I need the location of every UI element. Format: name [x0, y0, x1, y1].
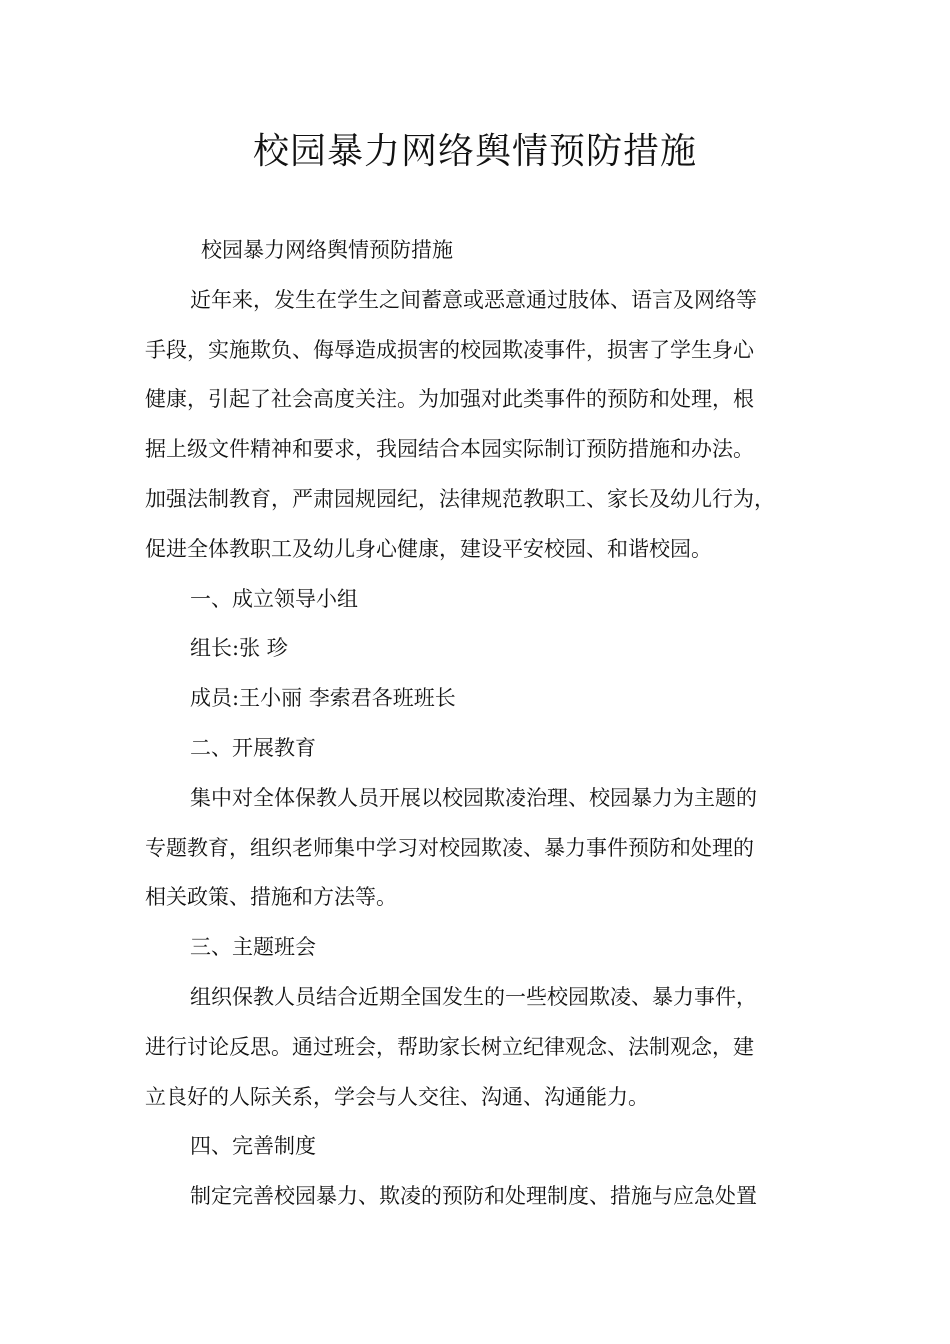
document-line: 专题教育，组织老师集中学习对校园欺凌、暴力事件预防和处理的	[145, 835, 754, 860]
document-line: 相关政策、措施和方法等。	[145, 885, 397, 910]
document-line: 三、主题班会	[190, 935, 316, 960]
document-title: 校园暴力网络舆情预防措施	[252, 131, 697, 172]
document-line: 校园暴力网络舆情预防措施	[201, 238, 453, 262]
document-line: 促进全体教职工及幼儿身心健康，建设平安校园、和谐校园。	[145, 536, 712, 561]
document-line: 据上级文件精神和要求，我园结合本园实际制订预防措施和办法。	[145, 437, 754, 462]
document-line: 立良好的人际关系，学会与人交往、沟通、沟通能力。	[145, 1084, 649, 1109]
document-line: 成员:王小丽 李索君各班班长	[190, 686, 456, 711]
document-line: 一、成立领导小组	[190, 586, 358, 611]
document-line: 二、开展教育	[190, 735, 316, 760]
document-line: 加强法制教育，严肃园规园纪，法律规范教职工、家长及幼儿行为，	[145, 486, 775, 511]
document-line: 近年来，发生在学生之间蓄意或恶意通过肢体、语言及网络等	[190, 287, 757, 312]
document-line: 健康，引起了社会高度关注。为加强对此类事件的预防和处理，根	[145, 387, 754, 412]
document-line: 手段，实施欺负、侮辱造成损害的校园欺凌事件，损害了学生身心	[145, 337, 754, 362]
document-line: 四、完善制度	[190, 1134, 316, 1159]
document-line: 集中对全体保教人员开展以校园欺凌治理、校园暴力为主题的	[190, 785, 757, 810]
document-line: 组织保教人员结合近期全国发生的一些校园欺凌、暴力事件，	[190, 984, 757, 1009]
document-line: 进行讨论反思。通过班会，帮助家长树立纪律观念、法制观念，建	[145, 1034, 754, 1059]
document-body	[145, 226, 835, 1222]
document-line: 组长:张 珍	[190, 636, 288, 661]
document-line: 制定完善校园暴力、欺凌的预防和处理制度、措施与应急处置	[190, 1184, 757, 1209]
